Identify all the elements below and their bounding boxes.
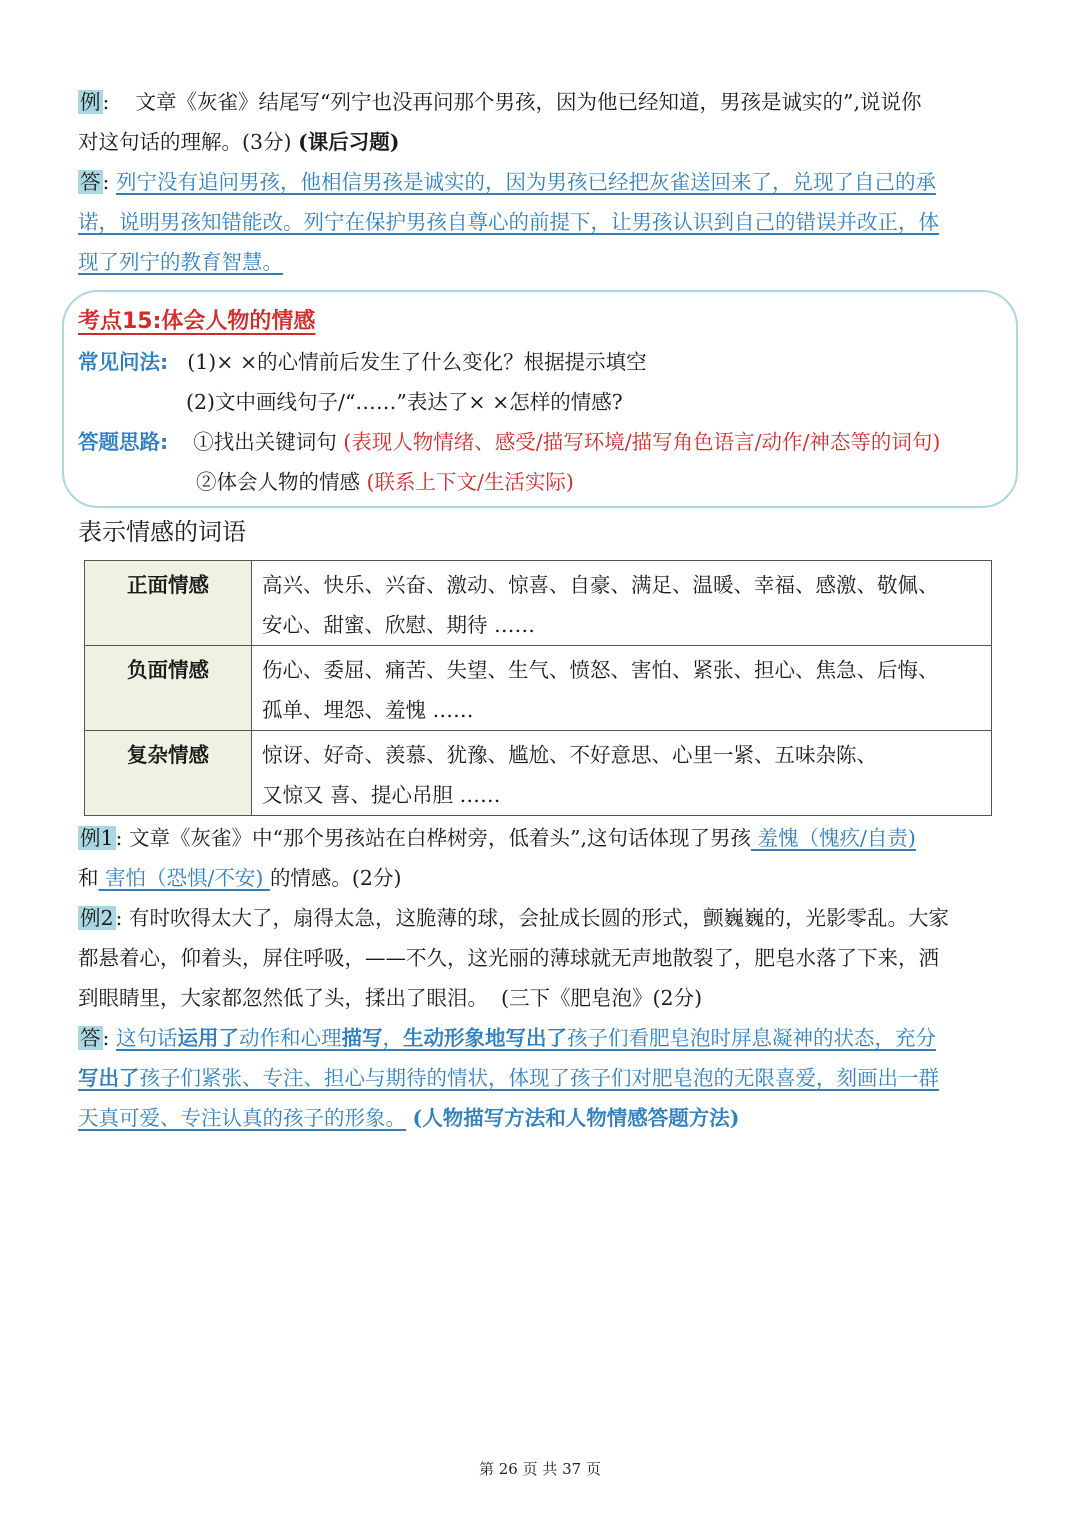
- row-header: 复杂情感: [85, 731, 252, 816]
- approach-step-2-note: (联系上下文/生活实际): [366, 470, 574, 494]
- row-content: 伤心、委屈、痛苦、失望、生气、愤怒、害怕、紧张、担心、焦急、后悔、 孤单、埋怨、羞愧 ……: [252, 646, 992, 731]
- answer-line1: 列宁没有追问男孩，他相信男孩是诚实的，因为男孩已经把灰雀送回来了，兑现了自己的承: [115, 170, 936, 194]
- common-question-1: (1)× ×的心情前后发生了什么变化？根据提示填空: [187, 350, 647, 374]
- approach-row-2: [196, 462, 574, 502]
- blank-answer-1: 羞愧（愧疚/自责): [750, 826, 916, 850]
- example-1: 例1: 文章《灰雀》中“那个男孩站在白桦树旁，低着头”,这句话体现了男孩 羞愧（愧疚/自责) 和 害怕（恐惧/不安) 的情感。(2分): [78, 826, 916, 890]
- row-content: 高兴、快乐、兴奋、激动、惊喜、自豪、满足、温暖、幸福、感激、敬佩、 安心、甜蜜、欣慰、期待 ……: [252, 561, 992, 646]
- example-source: (课后习题): [298, 130, 400, 154]
- answer-tag: 答: [80, 170, 101, 194]
- answer-tag: 答: [80, 1026, 101, 1050]
- knowledge-point-title: 考点15:体会人物的情感: [78, 309, 316, 334]
- table-row: [85, 646, 992, 731]
- section-title: 表示情感的词语: [78, 518, 246, 546]
- approach-step-2: ②体会人物的情感: [196, 470, 360, 494]
- answer-method-note: (人物描写方法和人物情感答题方法): [412, 1106, 740, 1130]
- answer-line3: 现了列宁的教育智慧。: [78, 250, 283, 274]
- example-top: 例: 文章《灰雀》结尾写“列宁也没再问那个男孩，因为他已经知道，男孩是诚实的”,说说你 对这句话的理解。(3分) (课后习题) 答: 列宁没有追问男孩，他相信男孩是诚实的，因为男孩已经把灰雀送回来了，兑现了自己的承 诺，说明男孩知错能改。列宁在保护男孩自尊心的前提下，让男孩认识到自己的错误并改正，体 现了列宁的教育智慧。: [78, 90, 939, 274]
- blank-answer-2: 害怕（恐惧/不安): [98, 866, 270, 890]
- approach-step-1-note: (表现人物情绪、感受/描写环境/描写角色语言/动作/神态等的词句): [343, 430, 941, 454]
- table-row: [85, 561, 992, 646]
- answer-line2: 诺，说明男孩知错能改。列宁在保护男孩自尊心的前提下，让男孩认识到自己的错误并改正，体: [78, 210, 939, 234]
- example-2-tag: 例2: [80, 906, 114, 930]
- example-question-line2: 对这句话的理解。(3分): [78, 130, 292, 154]
- example-1-tag: 例1: [80, 826, 114, 850]
- example-tag: 例: [80, 90, 101, 114]
- table-row: [85, 731, 992, 816]
- example-question-line1: 文章《灰雀》结尾写“列宁也没再问那个男孩，因为他已经知道，男孩是诚实的”,说说你: [135, 90, 922, 114]
- row-header: 正面情感: [85, 561, 252, 646]
- row-header: 负面情感: [85, 646, 252, 731]
- row-content: 惊讶、好奇、羡慕、犹豫、尴尬、不好意思、心里一紧、五味杂陈、 又惊又 喜、提心吊胆 ……: [252, 731, 992, 816]
- approach-row: [78, 422, 940, 462]
- example-2: 例2: 有时吹得太大了，扇得太急，这脆薄的球，会扯成长圆的形式，颤巍巍的，光影零乱。大家 都悬着心，仰着头，屏住呼吸，——不久，这光丽的薄球就无声地散裂了，肥皂水落了下来，洒 到眼睛里，大家都忽然低了头，揉出了眼泪。 (三下《肥皂泡》(2分) 答: 这句话运用了动作和心理描写，生动形象地写出了孩子们看肥皂泡时屏息凝神的状态，充分 写出了孩子们紧张、专注、担心与期待的情状，体现了孩子们对肥皂泡的无限喜爱，刻画出一群 天真可爱、专注认真的孩子的形象。 (人物描写方法和人物情感答题方法): [78, 906, 949, 1130]
- common-question-2: (2)文中画线句子/“……”表达了× ×怎样的情感?: [186, 390, 623, 414]
- common-questions-label: 常见问法:: [78, 350, 169, 374]
- approach-step-1: ①找出关键词句: [193, 430, 337, 454]
- page-number: 第 26 页 共 37 页: [478, 1460, 601, 1478]
- common-questions-row: [78, 342, 647, 382]
- emotion-words-table: [84, 560, 992, 816]
- example-2-source: (三下《肥皂泡》(2分): [501, 986, 703, 1010]
- approach-label: 答题思路:: [78, 430, 169, 454]
